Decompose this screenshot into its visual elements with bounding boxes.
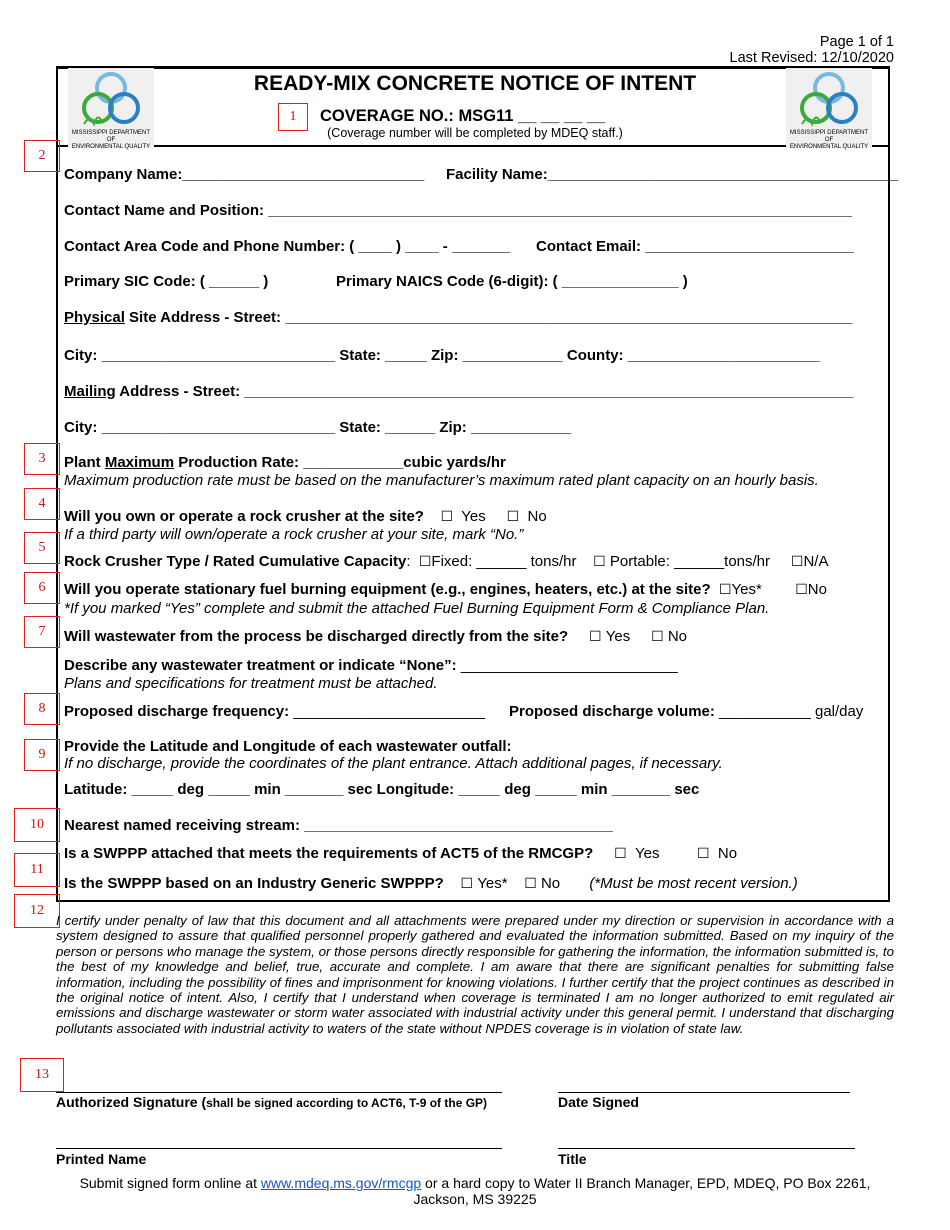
fuel-burning-note: *If you marked “Yes” complete and submit the attached Fuel Burning Equipment Form & Compliance Plan. bbox=[64, 600, 770, 617]
rock-crusher-note: If a third party will own/operate a rock crusher at your site, mark “No.” bbox=[64, 526, 524, 543]
wastewater-treatment-field[interactable]: Describe any wastewater treatment or indicate “None”: __________________________ bbox=[64, 657, 678, 674]
fuel-no-checkbox[interactable]: ☐ bbox=[795, 582, 808, 598]
sic-code-field[interactable]: Primary SIC Code: ( ______ ) bbox=[64, 273, 269, 290]
lat-long-field[interactable]: Latitude: _____ deg _____ min _______ sec Longitude: _____ deg _____ min _______ sec bbox=[64, 781, 700, 798]
swppp-generic-no-checkbox[interactable]: ☐ bbox=[524, 876, 537, 892]
signature-line[interactable] bbox=[56, 1092, 502, 1093]
title-label: Title bbox=[558, 1151, 587, 1167]
fuel-yes-checkbox[interactable]: ☐ bbox=[718, 582, 732, 598]
outfall-note: If no discharge, provide the coordinates of the plant entrance. Attach additional pages, if necessary. bbox=[64, 755, 723, 772]
production-rate-field[interactable]: Plant Maximum Production Rate: ____________cubic yards/hr bbox=[64, 454, 506, 471]
physical-city-state-zip-field[interactable]: City: ____________________________ State: _____ Zip: ____________ County: _______________________ bbox=[64, 347, 820, 364]
certification-statement: I certify under penalty of law that this document and all attachments were prepared under my direction or supervision in accordance with a system designed to assure that qualified personnel properly gathered and evaluated the information submitted. Based on my inquiry of the person or persons who manage the system, or those persons directly responsible for gathering the information, the information submitted is, to the best of my knowledge and belief, true, accurate and complete. I am aware that there are significant penalties for submitting false information, including the possibility of fines and imprisonment for knowing violations. I further certify that the project continues as described in the original notice of intent. Also, I certify that I understand when coverage is terminated I am no longer authorized to emit regulated air emissions and discharge wastewater or storm water associated with industrial activity under this general permit. I understand that discharging pollutants associated with industrial activity to waters of the state without NPDES coverage is in violation of state law. bbox=[56, 913, 894, 1036]
page-number: Page 1 of 1 bbox=[819, 34, 894, 50]
swppp-generic-question: Is the SWPPP based on an Industry Generic SWPPP? ☐ Yes* ☐ No (*Must be most recent version.) bbox=[64, 875, 798, 892]
mdeq-link[interactable]: www.mdeq.ms.gov/rmcgp bbox=[260, 1175, 422, 1191]
marker-13: 13 bbox=[20, 1058, 64, 1092]
facility-name-field[interactable]: Facility Name:__________________________________________ bbox=[446, 166, 899, 183]
discharge-volume-field[interactable]: Proposed discharge volume: ___________ gal/day bbox=[509, 703, 864, 720]
wastewater-no-checkbox[interactable]: ☐ bbox=[651, 629, 664, 645]
phone-field[interactable]: Contact Area Code and Phone Number: ( ____ ) ____ - _______ bbox=[64, 238, 511, 255]
date-signed-label: Date Signed bbox=[558, 1094, 639, 1110]
wastewater-yes-checkbox[interactable]: ☐ bbox=[589, 629, 602, 645]
last-revised: Last Revised: 12/10/2020 bbox=[729, 50, 894, 66]
rock-crusher-type: Rock Crusher Type / Rated Cumulative Capacity: ☐Fixed: ______ tons/hr ☐ Portable: ______tons/hr ☐N/A bbox=[64, 553, 829, 570]
marker-5: 5 bbox=[24, 532, 60, 564]
mailing-city-state-zip-field[interactable]: City: ____________________________ State: ______ Zip: ____________ bbox=[64, 419, 572, 436]
crusher-fixed-checkbox[interactable]: ☐ bbox=[418, 554, 432, 570]
logo-caption: MISSISSIPPI DEPARTMENT OF ENVIRONMENTAL QUALITY bbox=[789, 130, 869, 150]
contact-name-field[interactable]: Contact Name and Position: ______________________________________________________________________ bbox=[64, 202, 853, 219]
marker-12: 12 bbox=[14, 894, 60, 928]
swppp-no-checkbox[interactable]: ☐ bbox=[697, 846, 710, 862]
form-title: READY-MIX CONCRETE NOTICE OF INTENT bbox=[253, 72, 697, 95]
rock-crusher-no-checkbox[interactable]: ☐ bbox=[506, 509, 520, 525]
company-name-field[interactable]: Company Name:_____________________________ bbox=[64, 166, 425, 183]
title-line[interactable] bbox=[558, 1148, 855, 1149]
printed-name-label: Printed Name bbox=[56, 1151, 147, 1167]
authorized-signature-label: Authorized Signature (shall be signed according to ACT6, T-9 of the GP) bbox=[56, 1094, 488, 1110]
marker-4: 4 bbox=[24, 488, 60, 520]
discharge-frequency-field[interactable]: Proposed discharge frequency: _______________________ bbox=[64, 703, 486, 720]
marker-2: 2 bbox=[24, 140, 60, 172]
logo-caption: MISSISSIPPI DEPARTMENT OF ENVIRONMENTAL QUALITY bbox=[71, 130, 151, 150]
receiving-stream-field[interactable]: Nearest named receiving stream: _____________________________________ bbox=[64, 817, 613, 834]
rock-crusher-yes-checkbox[interactable]: ☐ bbox=[440, 509, 454, 525]
mailing-address-footer: Jackson, MS 39225 bbox=[413, 1191, 537, 1207]
wastewater-question: Will wastewater from the process be discharged directly from the site? ☐ Yes ☐ No bbox=[64, 628, 687, 645]
coverage-note: (Coverage number will be completed by MDEQ staff.) bbox=[327, 126, 623, 140]
fuel-burning-question: Will you operate stationary fuel burning equipment (e.g., engines, heaters, etc.) at the site? ☐Yes* ☐No bbox=[64, 581, 827, 598]
marker-3: 3 bbox=[24, 443, 60, 475]
marker-10: 10 bbox=[14, 808, 60, 842]
crusher-portable-checkbox[interactable]: ☐ bbox=[593, 554, 606, 570]
wastewater-treatment-note: Plans and specifications for treatment must be attached. bbox=[64, 675, 438, 692]
marker-6: 6 bbox=[24, 572, 60, 604]
mailing-address-field[interactable]: Mailing Address - Street: _________________________________________________________________________ bbox=[64, 383, 854, 400]
crusher-na-checkbox[interactable]: ☐ bbox=[790, 554, 804, 570]
swppp-yes-checkbox[interactable]: ☐ bbox=[614, 846, 627, 862]
email-field[interactable]: Contact Email: _________________________ bbox=[536, 238, 854, 255]
physical-address-field[interactable]: Physical Site Address - Street: ____________________________________________________________________ bbox=[64, 309, 853, 326]
marker-1: 1 bbox=[278, 103, 308, 131]
outfall-question: Provide the Latitude and Longitude of each wastewater outfall: bbox=[64, 738, 512, 755]
marker-9: 9 bbox=[24, 739, 60, 771]
coverage-number: COVERAGE NO.: MSG11 __ __ __ __ bbox=[320, 107, 606, 125]
header-divider bbox=[56, 145, 890, 147]
swppp-question: Is a SWPPP attached that meets the requirements of ACT5 of the RMCGP? ☐ Yes ☐ No bbox=[64, 845, 738, 862]
naics-code-field[interactable]: Primary NAICS Code (6-digit): ( ______________ ) bbox=[336, 273, 688, 290]
printed-name-line[interactable] bbox=[56, 1148, 502, 1149]
production-rate-note: Maximum production rate must be based on the manufacturer’s maximum rated plant capacity on an hourly basis. bbox=[64, 472, 819, 489]
marker-11: 11 bbox=[14, 853, 60, 887]
rock-crusher-question: Will you own or operate a rock crusher at the site? ☐ Yes ☐ No bbox=[64, 508, 547, 525]
marker-7: 7 bbox=[24, 616, 60, 648]
date-signed-line[interactable] bbox=[558, 1092, 850, 1093]
submission-instructions: Submit signed form online at www.mdeq.ms.gov/rmcgp or a hard copy to Water II Branch Manager, EPD, MDEQ, PO Box 2261, bbox=[79, 1175, 871, 1191]
marker-8: 8 bbox=[24, 693, 60, 725]
swppp-generic-yes-checkbox[interactable]: ☐ bbox=[460, 876, 474, 892]
